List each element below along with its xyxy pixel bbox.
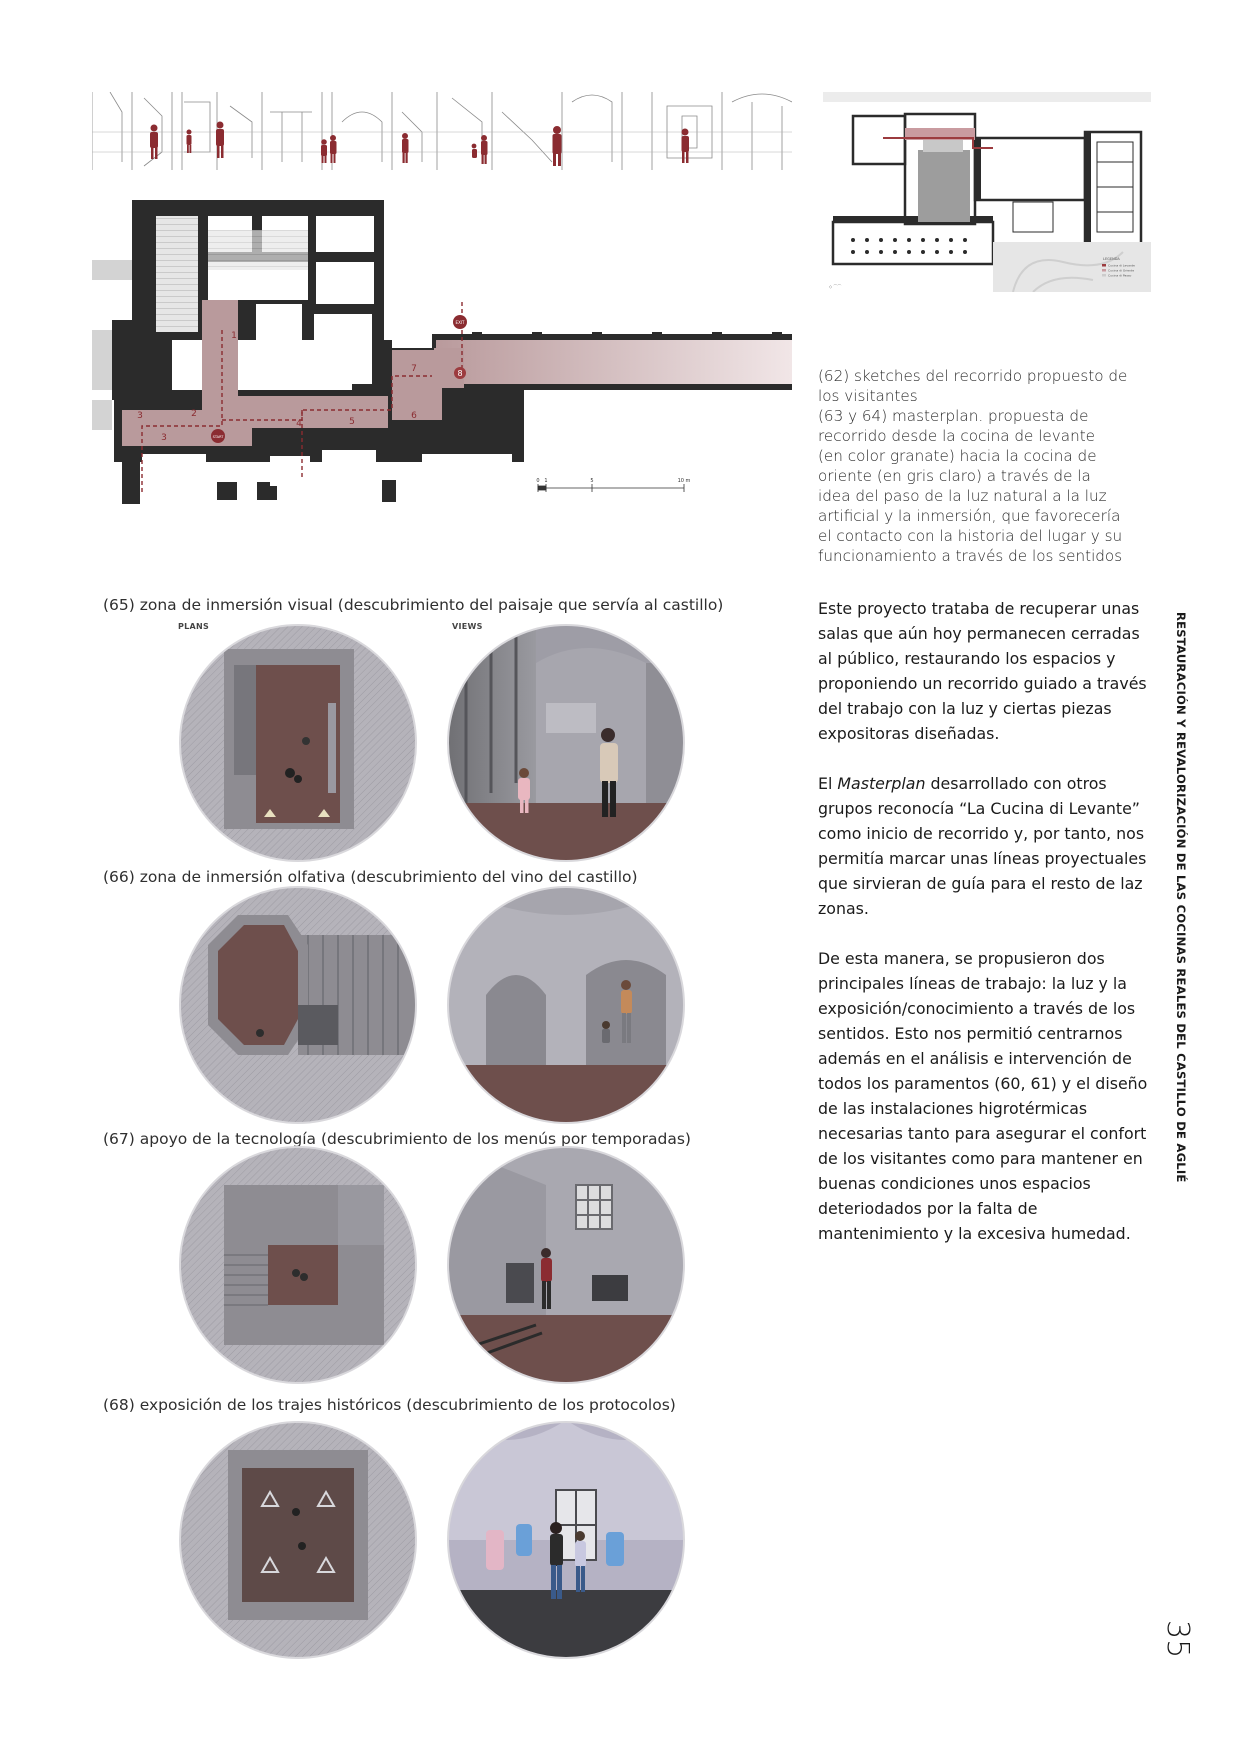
caption-line: recorrido desde la cocina de levante (818, 427, 1095, 445)
paragraph-1: Este proyecto trataba de recuperar unas salas que aún hoy permanecen cerradas al público, restaurando los espacios y proponiendo un recorrido guiado a través del trabajo con la luz y ciertas piezas expositoras diseñadas. (818, 599, 1147, 743)
svg-text:1: 1 (231, 331, 237, 341)
plan-technology-support (178, 1145, 418, 1385)
plans-label: PLANS (178, 622, 210, 631)
masterplan-image (823, 92, 1151, 292)
svg-text:Cucina di Passo: Cucina di Passo (1108, 273, 1132, 278)
caption-line: oriente (en gris claro) a través de la (818, 467, 1091, 485)
child-figure (602, 1021, 610, 1043)
view-historic-costumes (446, 1420, 686, 1660)
figure-caption-62-64 (818, 366, 1158, 566)
body-text (818, 596, 1158, 1271)
caption-line: el contacto con la historia del lugar y su (818, 527, 1123, 545)
figure-caption-66: (66) zona de inmersión olfativa (descubrimiento del vino del castillo) (103, 868, 638, 886)
route-stop-8 (454, 367, 466, 379)
plan-historic-costumes (178, 1420, 418, 1660)
paragraph-2: El Masterplan desarrollado con otros grupos reconocía “La Cucina di Levante” como inicio de recorrido y, por tanto, nos permitía marcar unas líneas proyectuales que sirvieran de guía para el resto de laz zonas. (818, 774, 1147, 918)
view-technology-support (446, 1145, 686, 1385)
svg-text:8: 8 (457, 369, 463, 378)
figure-caption-68: (68) exposición de los trajes históricos (descubrimiento de los protocolos) (103, 1396, 676, 1414)
caption-line: funcionamiento a través de los sentidos (818, 547, 1123, 565)
svg-text:7: 7 (411, 364, 417, 374)
svg-text:3: 3 (161, 433, 167, 443)
start-marker (211, 429, 225, 443)
page-number: 35 (1160, 1620, 1195, 1659)
svg-text:5: 5 (349, 417, 355, 427)
svg-text:Cucina di Oriente: Cucina di Oriente (1108, 268, 1135, 273)
caption-line: (62) sketches del recorrido propuesto de (818, 367, 1128, 385)
caption-line: idea del paso de la luz natural a la luz (818, 487, 1107, 505)
caption-line: artificial y la inmersión, que favorecería (818, 507, 1121, 525)
route-floor-plan (92, 200, 792, 570)
svg-text:Cucina di Levante: Cucina di Levante (1108, 263, 1135, 268)
plan-olfactory-immersion (178, 885, 418, 1125)
view-olfactory-immersion (446, 885, 686, 1125)
caption-line: (en color granate) hacia la cocina de (818, 447, 1097, 465)
svg-text:2: 2 (191, 409, 197, 419)
caption-line: (63 y 64) masterplan. propuesta de (818, 407, 1089, 425)
scale-bar (538, 484, 684, 492)
figure-caption-67: (67) apoyo de la tecnología (descubrimiento de los menús por temporadas) (103, 1130, 691, 1148)
view-visual-immersion (446, 623, 686, 863)
caption-line: los visitantes (818, 387, 918, 405)
running-title: RESTAURACIÓN Y REVALORIZACIÓN DE LAS COCINAS REALES DEL CASTILLO DE AGLIÉ (1174, 612, 1188, 1183)
svg-text:3: 3 (137, 411, 143, 421)
svg-text:5: 5 (590, 478, 594, 484)
svg-text:◇ ⌒⌒: ◇ ⌒⌒ (829, 284, 842, 289)
svg-text:EXIT: EXIT (455, 320, 465, 325)
svg-text:START: START (212, 435, 224, 439)
svg-text:LEGENDA: LEGENDA (1103, 257, 1120, 261)
svg-text:4: 4 (296, 419, 302, 429)
figure-caption-65: (65) zona de inmersión visual (descubrimiento del paisaje que servía al castillo) (103, 596, 724, 614)
svg-text:6: 6 (411, 411, 417, 421)
person-figure (472, 144, 477, 158)
views-label: VIEWS (452, 622, 483, 631)
svg-text:0: 0 (536, 478, 540, 484)
paragraph-3: De esta manera, se propusieron dos principales líneas de trabajo: la luz y la exposición/conocimiento a través de los sentidos. Esto nos permitió centrarnos además en el análisis e intervención de todos los paramentos (60, 61) y el diseño de las instalaciones higrotérmicas necesarias tanto para asegurar el confort de los visitantes como para mantener en buenas condiciones unos espacios deteriodados por la falta de mantenimiento y la excesiva humedad. (818, 949, 1148, 1243)
exit-marker (453, 315, 467, 329)
svg-text:10 m: 10 m (677, 478, 691, 484)
visitor-route-sketches (92, 92, 792, 170)
svg-text:1: 1 (544, 478, 548, 484)
plan-visual-immersion (178, 623, 418, 863)
